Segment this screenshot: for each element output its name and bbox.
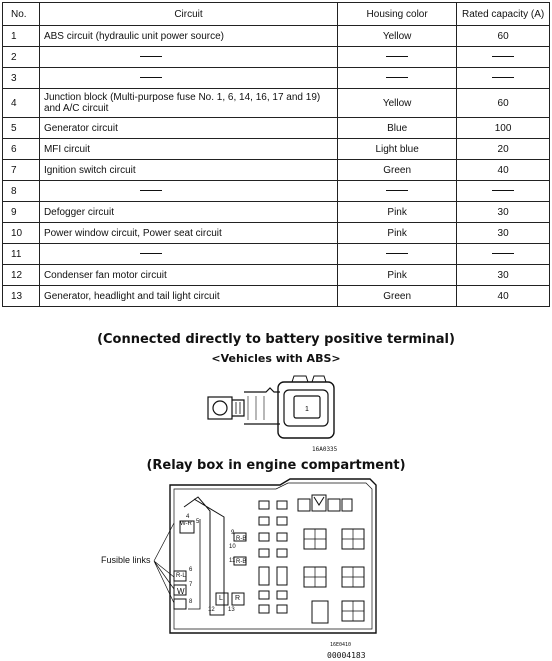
rated-capacity-cell: 100: [457, 118, 550, 139]
empty-dash: [140, 253, 162, 254]
rated-capacity-cell: 40: [457, 160, 550, 181]
circuit-cell: Generator circuit: [39, 118, 337, 139]
link-label-11: 11: [229, 558, 236, 564]
table-row: [3, 118, 550, 139]
circuit-cell: MFI circuit: [39, 139, 337, 160]
fuse-number-cell: 11: [3, 244, 40, 265]
table-row: [3, 68, 550, 89]
abs-vehicle-subtitle: <Vehicles with ABS>: [211, 352, 341, 365]
housing-color-cell: [338, 47, 457, 68]
rated-capacity-cell: 60: [457, 89, 550, 118]
table-row: [3, 47, 550, 68]
circuit-cell: Generator, headlight and tail light circuit: [39, 286, 337, 307]
circuit-cell: Power window circuit, Power seat circuit: [39, 223, 337, 244]
circuit-cell: Junction block (Multi-purpose fuse No. 1, 6, 14, 16, 17 and 19) and A/C circuit: [39, 89, 337, 118]
empty-dash: [492, 56, 514, 57]
figure-code-1: 16A0335: [312, 446, 338, 453]
rated-capacity-cell: 40: [457, 286, 550, 307]
fuse-number-cell: 13: [3, 286, 40, 307]
fuse-number-cell: 9: [3, 202, 40, 223]
link-color-r-l: R-L: [176, 573, 186, 579]
circuit-cell: [39, 181, 337, 202]
link-color-l: L: [219, 595, 223, 602]
housing-color-cell: Blue: [338, 118, 457, 139]
empty-dash: [386, 190, 408, 191]
link-color-w: W: [177, 587, 185, 596]
table-row: [3, 223, 550, 244]
table-row: [3, 139, 550, 160]
empty-dash: [492, 190, 514, 191]
housing-color-cell: Green: [338, 160, 457, 181]
rated-capacity-cell: [457, 181, 550, 202]
battery-fusible-link-drawing: [200, 372, 360, 452]
circuit-cell: [39, 47, 337, 68]
table-row: [3, 181, 550, 202]
table-row: [3, 26, 550, 47]
document-number: 00004183: [327, 651, 366, 660]
housing-color-cell: Pink: [338, 223, 457, 244]
fuse-number-cell: 4: [3, 89, 40, 118]
table-row: [3, 286, 550, 307]
table-header-row: [3, 3, 550, 26]
empty-dash: [492, 253, 514, 254]
relay-box-drawing: [164, 477, 384, 639]
link-label-9: 9: [231, 530, 235, 536]
housing-color-cell: Pink: [338, 202, 457, 223]
fusible-links-label: Fusible links: [101, 555, 151, 565]
housing-color-cell: [338, 244, 457, 265]
rated-capacity-cell: 60: [457, 26, 550, 47]
link-label-13: 13: [228, 607, 235, 613]
link-label-10: 10: [229, 544, 236, 550]
link-color-r-b-1: R-B: [236, 536, 247, 542]
link-label-8: 8: [189, 599, 193, 605]
fuse-number-cell: 5: [3, 118, 40, 139]
housing-color-cell: Yellow: [338, 89, 457, 118]
header-rated-capacity: Rated capacity (A): [457, 3, 550, 26]
rated-capacity-cell: 30: [457, 223, 550, 244]
fuse-number-cell: 1: [3, 26, 40, 47]
circuit-cell: Condenser fan motor circuit: [39, 265, 337, 286]
empty-dash: [386, 77, 408, 78]
fuse-number-label: 1: [305, 406, 309, 413]
empty-dash: [140, 56, 162, 57]
table-row: [3, 89, 550, 118]
header-no: No.: [3, 3, 40, 26]
housing-color-cell: Yellow: [338, 26, 457, 47]
fuse-table: [2, 2, 550, 307]
rated-capacity-cell: [457, 47, 550, 68]
header-circuit: Circuit: [39, 3, 337, 26]
empty-dash: [386, 253, 408, 254]
circuit-cell: [39, 68, 337, 89]
fuse-number-cell: 8: [3, 181, 40, 202]
empty-dash: [140, 77, 162, 78]
link-color-r: R: [235, 595, 241, 602]
fuse-number-cell: 3: [3, 68, 40, 89]
empty-dash: [492, 77, 514, 78]
fuse-number-cell: 7: [3, 160, 40, 181]
link-color-r-b-2: R-B: [236, 559, 247, 565]
housing-color-cell: Pink: [338, 265, 457, 286]
table-row: [3, 202, 550, 223]
fuse-number-cell: 12: [3, 265, 40, 286]
circuit-cell: ABS circuit (hydraulic unit power source): [39, 26, 337, 47]
circuit-cell: Ignition switch circuit: [39, 160, 337, 181]
circuit-cell: Defogger circuit: [39, 202, 337, 223]
empty-dash: [386, 56, 408, 57]
rated-capacity-cell: [457, 68, 550, 89]
fuse-number-cell: 6: [3, 139, 40, 160]
rated-capacity-cell: 20: [457, 139, 550, 160]
link-label-4: 4: [186, 514, 190, 520]
link-label-12: 12: [208, 607, 215, 613]
header-housing-color: Housing color: [338, 3, 457, 26]
table-row: [3, 160, 550, 181]
housing-color-cell: Light blue: [338, 139, 457, 160]
battery-section-title: (Connected directly to battery positive terminal): [97, 332, 455, 347]
fuse-number-cell: 2: [3, 47, 40, 68]
link-color-w-r: W-R: [180, 521, 192, 527]
rated-capacity-cell: [457, 244, 550, 265]
link-label-6: 6: [189, 567, 193, 573]
table-row: [3, 265, 550, 286]
housing-color-cell: [338, 68, 457, 89]
link-label-5: 5: [196, 519, 200, 525]
empty-dash: [140, 190, 162, 191]
rated-capacity-cell: 30: [457, 202, 550, 223]
link-label-7: 7: [189, 582, 193, 588]
housing-color-cell: [338, 181, 457, 202]
housing-color-cell: Green: [338, 286, 457, 307]
circuit-cell: [39, 244, 337, 265]
fuse-number-cell: 10: [3, 223, 40, 244]
figure-code-2: 16E0410: [330, 642, 352, 648]
rated-capacity-cell: 30: [457, 265, 550, 286]
table-row: [3, 244, 550, 265]
relay-box-section-title: (Relay box in engine compartment): [146, 458, 406, 473]
